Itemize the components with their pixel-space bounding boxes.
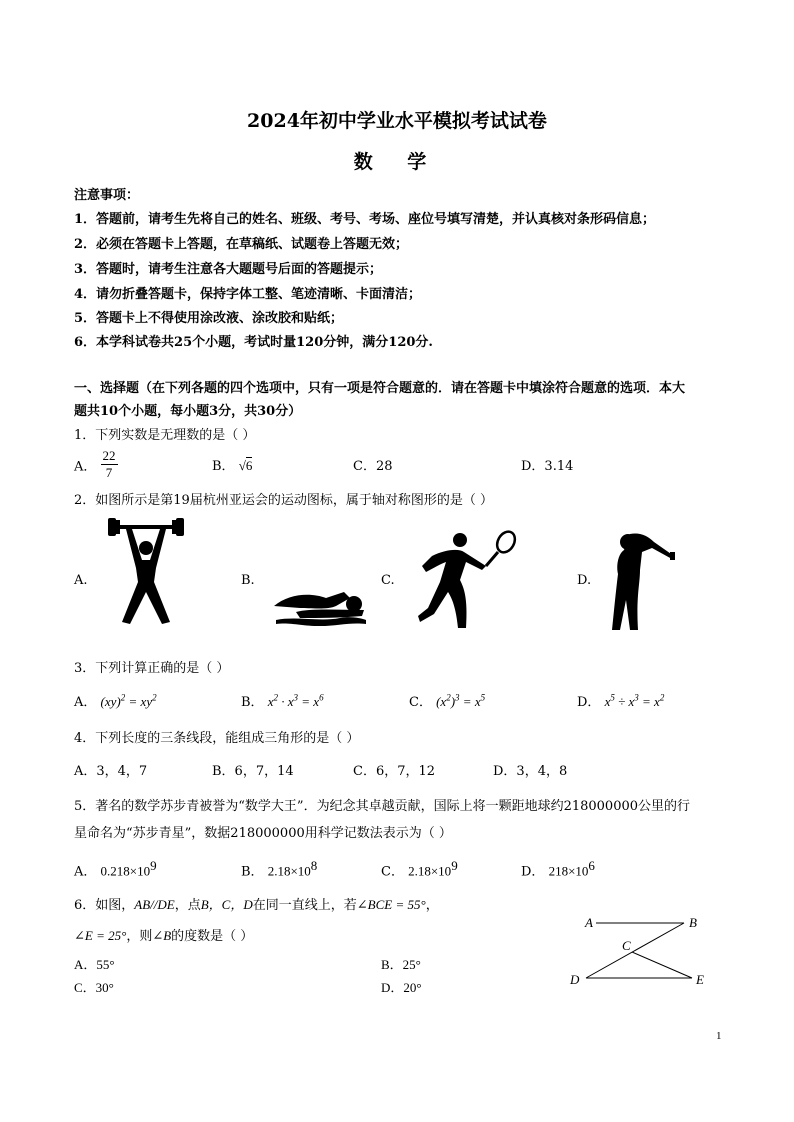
q6-option-d: D．20° (381, 980, 422, 995)
q1-option-d: D．3.14 (521, 459, 574, 474)
sci-notation: 2.18×10 (267, 863, 311, 879)
fraction (101, 448, 118, 482)
text: 的度数是（ ） (171, 929, 254, 944)
math-expression: $(x^2)^3 = x^5$ (436, 692, 486, 709)
q2-option-c: C. (381, 573, 395, 588)
math-expression: AB//DE (134, 897, 175, 912)
notice-heading: 注意事项： (74, 188, 140, 203)
notice-item: 5．答题卡上不得使用涂改液、涂改胶和贴纸； (74, 311, 344, 326)
page-number: 1 (716, 1030, 722, 1042)
math-expression: B，C，D (200, 897, 253, 912)
q3-option-c (409, 691, 485, 710)
exam-title: 2024年初中学业水平模拟考试试卷 (247, 110, 547, 132)
q3-stem: 3．下列计算正确的是（ ） (74, 661, 230, 676)
q5-stem-cont: 星命名为“苏步青星”，数据218000000用科学记数法表示为（ ） (74, 826, 452, 841)
q1-option-b (212, 455, 252, 474)
segment-bd (586, 923, 684, 978)
q5-option-c (381, 858, 458, 879)
math-expression: ∠B (152, 928, 172, 943)
q6-figure (566, 910, 716, 998)
q3-option-a (74, 691, 157, 710)
q1-option-c: C．28 (353, 459, 393, 474)
math-expression: $x^5 \div x^3 = x^2$ (604, 692, 665, 709)
option-label: A． (74, 459, 97, 475)
point-label-d: D (570, 972, 580, 987)
math-expression: $(xy)^2 = xy^2$ (100, 692, 157, 709)
exponent: 9 (451, 858, 458, 873)
weightlifting-icon (104, 518, 188, 626)
q4-stem: 4．下列长度的三条线段，能组成三角形的是（ ） (74, 731, 360, 746)
denominator: 7 (105, 465, 113, 481)
text: 在同一直线上，若 (252, 898, 357, 913)
math-expression: $x^2 \cdot x^3 = x^6$ (267, 692, 324, 709)
option-label: D． (521, 864, 545, 880)
text: ， (425, 898, 439, 913)
q5-option-d (521, 858, 595, 879)
q4-option-b: B．6，7，14 (212, 764, 294, 779)
sci-notation: 2.18×10 (408, 863, 452, 879)
option-label: C． (409, 695, 432, 710)
point-label-e: E (696, 972, 704, 987)
notice-item: 6．本学科试卷共25个小题，考试时量120分钟，满分120分. (74, 335, 433, 350)
golf-icon (610, 530, 676, 636)
exponent: 8 (310, 858, 318, 873)
math-expression: ∠BCE = 55° (356, 897, 426, 912)
radicand: 6 (245, 458, 253, 473)
text: ，点 (174, 898, 201, 913)
option-label: C． (381, 864, 404, 880)
q5-stem: 5．著名的数学苏步青被誉为“数学大王”．为纪念其卓越贡献，国际上将一颗距地球约218000000公里的行 (74, 799, 691, 814)
option-label: B． (212, 459, 235, 474)
q3-option-d (577, 691, 664, 710)
q1-stem: 1．下列实数是无理数的是（ ） (74, 428, 256, 443)
q6-stem (74, 894, 439, 913)
q2-option-a: A. (74, 573, 88, 588)
sqrt-sign: √ (238, 458, 246, 473)
option-label: A． (74, 695, 97, 710)
section-heading: 一、选择题（在下列各题的四个选项中，只有一项是符合题意的．请在答题卡中填涂符合题意的选项．本大 (74, 381, 686, 396)
exponent: 6 (588, 858, 595, 873)
exponent: 9 (150, 858, 157, 873)
q4-option-a: A．3，4，7 (74, 764, 148, 779)
section-heading-cont: 题共10个小题，每小题3分，共30分） (74, 404, 302, 419)
option-label: B． (241, 695, 264, 710)
q6-option-a: A．55° (74, 957, 115, 972)
text: ，则 (126, 929, 153, 944)
q4-option-d: D．3，4，8 (493, 764, 568, 779)
sci-notation: 0.218×10 (100, 863, 151, 879)
q1-option-a (74, 448, 118, 482)
subject-title: 数 学 (353, 151, 441, 173)
q5-option-b (241, 858, 317, 879)
text: 6．如图， (74, 898, 135, 913)
q2-stem: 2．如图所示是第19届杭州亚运会的运动图标，属于轴对称图形的是（ ） (74, 493, 493, 508)
notice-item: 4．请勿折叠答题卡，保持字体工整、笔迹清晰、卡面清洁； (74, 287, 422, 302)
q3-option-b (241, 691, 324, 710)
option-label: D． (577, 695, 601, 710)
notice-item: 1．答题前，请考生先将自己的姓名、班级、考号、考场、座位号填写清楚，并认真核对条形码信息； (74, 212, 656, 227)
math-expression: ∠E = 25° (74, 928, 127, 943)
q6-option-b: B．25° (381, 957, 421, 972)
option-label: A． (74, 864, 97, 880)
q4-option-c: C．6，7，12 (353, 764, 436, 779)
notice-item: 2．必须在答题卡上答题，在草稿纸、试题卷上答题无效； (74, 237, 409, 252)
q6-stem-cont (74, 925, 253, 944)
q2-option-d: D. (577, 573, 592, 588)
q5-option-a (74, 858, 157, 879)
swimming-icon (270, 588, 370, 634)
option-label: B． (241, 864, 264, 880)
tennis-icon (414, 528, 520, 634)
q6-option-c: C．30° (74, 980, 114, 995)
numerator: 22 (101, 448, 118, 465)
point-label-b: B (689, 915, 697, 930)
segment-ce (632, 952, 692, 978)
q2-option-b: B. (241, 573, 255, 588)
point-label-c: C (622, 938, 631, 953)
point-label-a: A (585, 915, 593, 930)
notice-item: 3．答题时，请考生注意各大题题号后面的答题提示； (74, 262, 383, 277)
sci-notation: 218×10 (548, 863, 589, 879)
